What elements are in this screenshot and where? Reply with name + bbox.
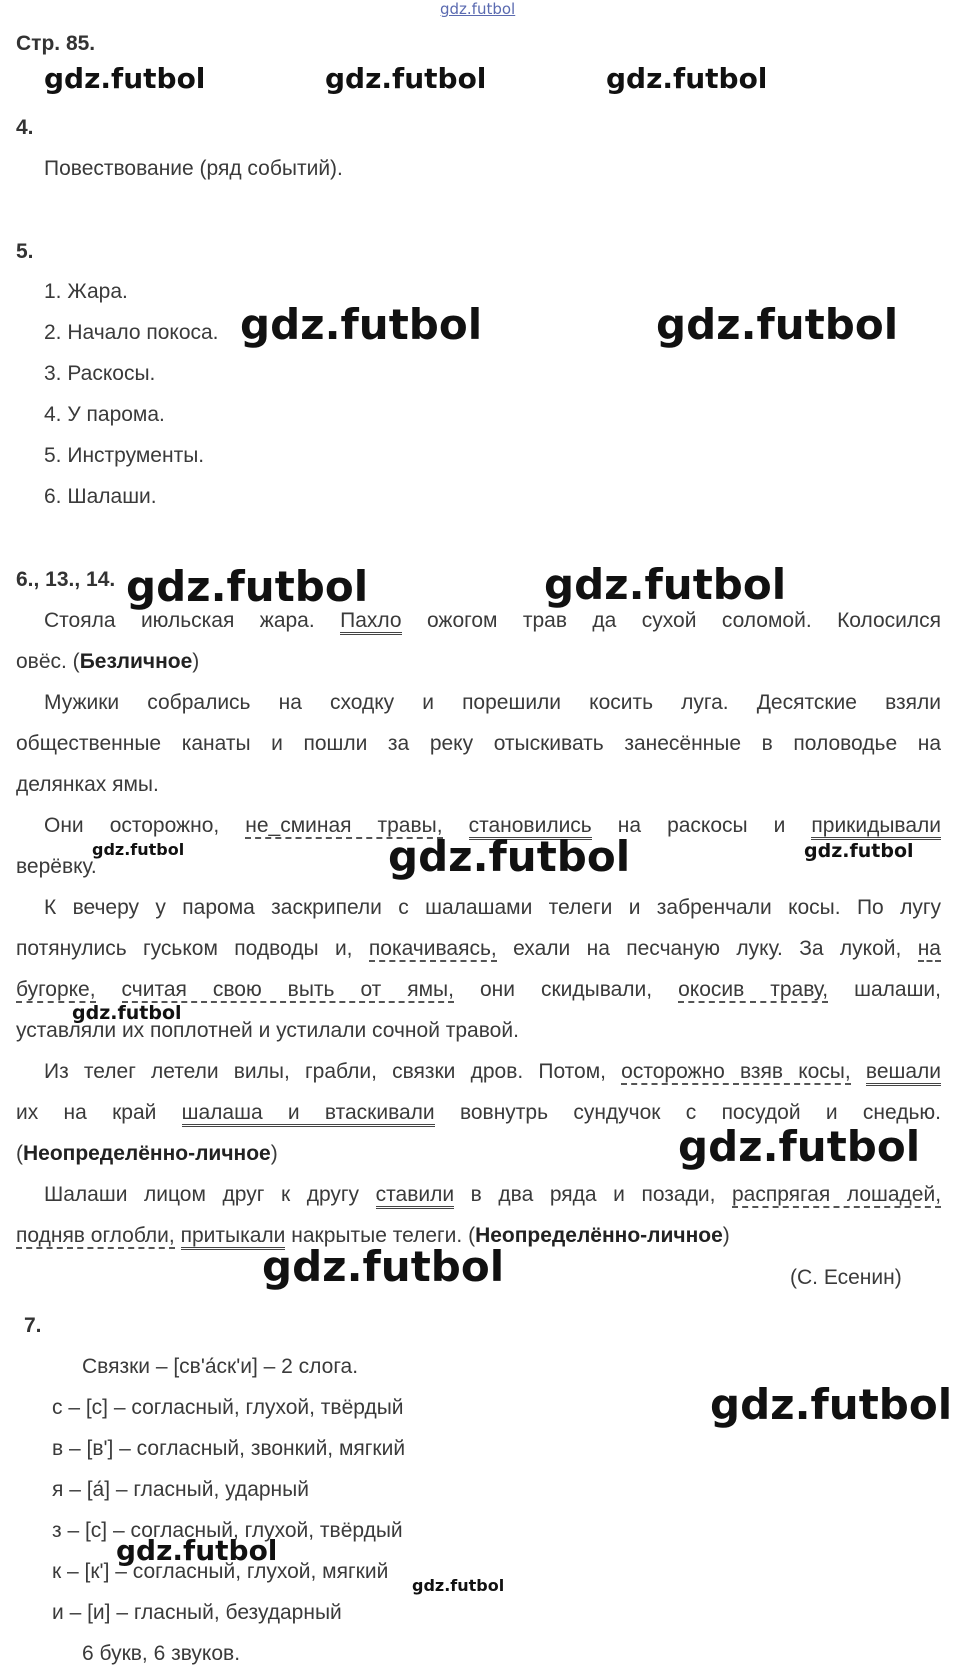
task7-line-3: в – [в'] – согласный, звонкий, мягкий bbox=[52, 1437, 406, 1460]
word: и bbox=[825, 1101, 838, 1124]
word: к bbox=[280, 1183, 291, 1206]
word: Стояла bbox=[44, 609, 116, 632]
adverbial-phrase: считая свою выть от ямы, bbox=[121, 978, 454, 1001]
word: летели bbox=[151, 1060, 219, 1083]
author-signature: (С. Есенин) bbox=[790, 1266, 902, 1289]
word: По bbox=[856, 896, 884, 919]
word: и bbox=[271, 732, 283, 755]
word: в bbox=[470, 1183, 482, 1206]
word: потянулись bbox=[16, 937, 127, 960]
word: косы. bbox=[788, 896, 841, 919]
task7-line-4: я – [а́] – гласный, ударный bbox=[52, 1478, 309, 1501]
word: канаты bbox=[181, 732, 251, 755]
word: косить bbox=[589, 691, 654, 714]
adverbial-word: на bbox=[917, 937, 941, 960]
word: Они bbox=[44, 814, 84, 837]
word: гуськом bbox=[143, 937, 218, 960]
word: Шалаши bbox=[44, 1183, 128, 1206]
watermark-16: gdz.futbol bbox=[412, 1576, 505, 1595]
task6-p4-line4: уставляли их поплотней и устилали сочной травой. bbox=[16, 1019, 519, 1042]
task4-number: 4. bbox=[16, 116, 34, 139]
word: осторожно, bbox=[109, 814, 220, 837]
word: сундучок bbox=[573, 1101, 661, 1124]
word: заскрипели bbox=[271, 896, 382, 919]
word: позади, bbox=[641, 1183, 716, 1206]
word: вовнутрь bbox=[459, 1101, 549, 1124]
word: За bbox=[799, 937, 824, 960]
watermark-12: gdz.futbol bbox=[678, 1122, 921, 1171]
watermark-2: gdz.futbol bbox=[325, 62, 487, 95]
watermark-3: gdz.futbol bbox=[606, 62, 768, 95]
word: и bbox=[422, 691, 434, 714]
word: телеги bbox=[548, 896, 613, 919]
word: грабли, bbox=[305, 1060, 377, 1083]
word: в bbox=[761, 732, 773, 755]
watermark-8: gdz.futbol bbox=[92, 840, 185, 859]
task6-p2-line2 bbox=[16, 732, 941, 760]
word: собрались bbox=[147, 691, 251, 714]
task5-item-3: 3. Раскосы. bbox=[44, 362, 156, 385]
adverbial-phrase: подняв оглобли, bbox=[16, 1224, 175, 1247]
word: друг bbox=[222, 1183, 265, 1206]
task6-p4-line1 bbox=[16, 896, 941, 924]
word: на bbox=[917, 732, 941, 755]
word: подводы bbox=[234, 937, 319, 960]
word: на bbox=[278, 691, 302, 714]
watermark-11: gdz.futbol bbox=[72, 1002, 182, 1024]
task7-number: 7. bbox=[24, 1314, 42, 1337]
task6-p2-line3: делянках ямы. bbox=[16, 773, 159, 796]
task6-number: 6., 13., 14. bbox=[16, 568, 116, 591]
task6-p3-line2: верёвку. bbox=[16, 855, 97, 878]
sentence-type: Неопределённо-личное bbox=[23, 1142, 271, 1165]
word: сухой bbox=[641, 609, 697, 632]
watermark-top: gdz.futbol bbox=[440, 0, 516, 18]
watermark-1: gdz.futbol bbox=[44, 62, 206, 95]
task5-item-6: 6. Шалаши. bbox=[44, 485, 157, 508]
text: ) bbox=[270, 1142, 278, 1165]
word: Колосился bbox=[837, 609, 941, 632]
adverbial-word: бугорке, bbox=[16, 978, 96, 1001]
task6-p4-line2 bbox=[16, 937, 941, 965]
sentence-type: Безличное bbox=[79, 650, 193, 673]
task6-p2-line1 bbox=[16, 691, 941, 719]
adverbial-phrase: не_сминая травы, bbox=[245, 814, 443, 837]
task4-text: Повествование (ряд событий). bbox=[44, 157, 343, 180]
word: телег bbox=[83, 1060, 136, 1083]
word: вечеру bbox=[72, 896, 140, 919]
adverbial-word: покачиваясь, bbox=[368, 937, 497, 960]
text: накрытые телеги. ( bbox=[291, 1224, 476, 1247]
task6-p1-line2 bbox=[16, 650, 941, 674]
word: Десятские bbox=[756, 691, 857, 714]
word: на bbox=[63, 1101, 87, 1124]
predicate-word: притыкали bbox=[181, 1224, 286, 1250]
word: сходку bbox=[329, 691, 395, 714]
word: их bbox=[16, 1101, 39, 1124]
task5-item-1: 1. Жара. bbox=[44, 280, 128, 303]
watermark-14: gdz.futbol bbox=[710, 1380, 953, 1429]
watermark-5: gdz.futbol bbox=[656, 300, 899, 349]
task7-line-1: Связки – [св'а́ск'и] – 2 слога. bbox=[82, 1355, 359, 1378]
predicate-word: вешали bbox=[866, 1060, 941, 1086]
text: ( bbox=[16, 1142, 23, 1165]
word: общественные bbox=[16, 732, 162, 755]
word: К bbox=[44, 896, 57, 919]
word: ехали bbox=[513, 937, 571, 960]
word: и bbox=[773, 814, 786, 837]
task6-p1-line1 bbox=[16, 609, 941, 637]
text: ) bbox=[192, 650, 200, 673]
word: да bbox=[592, 609, 617, 632]
task5-item-2: 2. Начало покоса. bbox=[44, 321, 219, 344]
word: порешили bbox=[462, 691, 562, 714]
word: и bbox=[613, 1183, 625, 1206]
adverbial-phrase: окосив траву, bbox=[678, 978, 829, 1001]
task5-item-5: 5. Инструменты. bbox=[44, 444, 205, 467]
word: связки bbox=[392, 1060, 456, 1083]
word: жара. bbox=[259, 609, 315, 632]
page-label: Стр. 85. bbox=[16, 32, 96, 55]
word: реку bbox=[429, 732, 474, 755]
adverbial-phrase: распрягая лошадей, bbox=[732, 1183, 941, 1206]
word: лукой, bbox=[839, 937, 902, 960]
task7-line-5: з – [с] – согласный, глухой, твёрдый bbox=[52, 1519, 403, 1542]
word: другу bbox=[306, 1183, 360, 1206]
task6-p5-line1 bbox=[16, 1060, 941, 1088]
word: лугу bbox=[900, 896, 941, 919]
watermark-4: gdz.futbol bbox=[240, 300, 483, 349]
predicate-phrase: шалаша и втаскивали bbox=[182, 1101, 435, 1127]
word: ожогом bbox=[426, 609, 498, 632]
word: Потом, bbox=[538, 1060, 606, 1083]
word: отыскивать bbox=[493, 732, 604, 755]
word: Мужики bbox=[44, 691, 120, 714]
word: и bbox=[628, 896, 641, 919]
word: дров. bbox=[470, 1060, 524, 1083]
word: взяли bbox=[885, 691, 941, 714]
word: парома bbox=[182, 896, 255, 919]
word: скидывали, bbox=[540, 978, 653, 1001]
word: с bbox=[398, 896, 409, 919]
word: посудой bbox=[721, 1101, 801, 1124]
word: край bbox=[112, 1101, 157, 1124]
watermark-6: gdz.futbol bbox=[126, 562, 369, 611]
text: овёс. ( bbox=[16, 650, 80, 673]
word: пошли bbox=[303, 732, 368, 755]
word: луга. bbox=[681, 691, 729, 714]
word: снедью. bbox=[862, 1101, 941, 1124]
word: соломой. bbox=[721, 609, 812, 632]
task7-line-7: и – [и] – гласный, безударный bbox=[52, 1601, 342, 1624]
word: луку. bbox=[736, 937, 783, 960]
word: забренчали bbox=[656, 896, 772, 919]
watermark-10: gdz.futbol bbox=[804, 840, 914, 862]
predicate-word: ставили bbox=[376, 1183, 454, 1209]
word: и, bbox=[334, 937, 353, 960]
word: у bbox=[155, 896, 166, 919]
predicate-word: Пахло bbox=[340, 609, 401, 635]
adverbial-phrase: осторожно взяв косы, bbox=[621, 1060, 851, 1083]
word: раскосы bbox=[667, 814, 748, 837]
word: трав bbox=[522, 609, 567, 632]
word: песчаную bbox=[626, 937, 721, 960]
word: вилы, bbox=[233, 1060, 290, 1083]
word: на bbox=[586, 937, 610, 960]
watermark-7: gdz.futbol bbox=[544, 560, 787, 609]
sentence-type: Неопределённо-личное bbox=[475, 1224, 723, 1247]
task7-line-8: 6 букв, 6 звуков. bbox=[82, 1642, 241, 1665]
text: ) bbox=[722, 1224, 730, 1247]
word: Из bbox=[44, 1060, 69, 1083]
word: июльская bbox=[140, 609, 235, 632]
word: на bbox=[617, 814, 642, 837]
word: ряда bbox=[549, 1183, 597, 1206]
word: шалаши, bbox=[854, 978, 941, 1001]
watermark-15: gdz.futbol bbox=[116, 1534, 278, 1567]
task5-item-4: 4. У парома. bbox=[44, 403, 165, 426]
task5-number: 5. bbox=[16, 240, 34, 263]
predicate-word: становились bbox=[469, 814, 592, 840]
word: занесённые bbox=[624, 732, 742, 755]
task7-line-6: к – [к'] – согласный, глухой, мягкий bbox=[52, 1560, 389, 1583]
word: лицом bbox=[144, 1183, 206, 1206]
predicate-word: прикидывали bbox=[811, 814, 941, 840]
word: шалашами bbox=[425, 896, 533, 919]
word: они bbox=[479, 978, 515, 1001]
watermark-9: gdz.futbol bbox=[388, 832, 631, 881]
word: с bbox=[685, 1101, 697, 1124]
task6-p6-line1 bbox=[16, 1183, 941, 1211]
word: за bbox=[387, 732, 410, 755]
task7-line-2: с – [с] – согласный, глухой, твёрдый bbox=[52, 1396, 404, 1419]
word: половодье bbox=[793, 732, 898, 755]
watermark-13: gdz.futbol bbox=[262, 1242, 505, 1291]
word: два bbox=[498, 1183, 534, 1206]
